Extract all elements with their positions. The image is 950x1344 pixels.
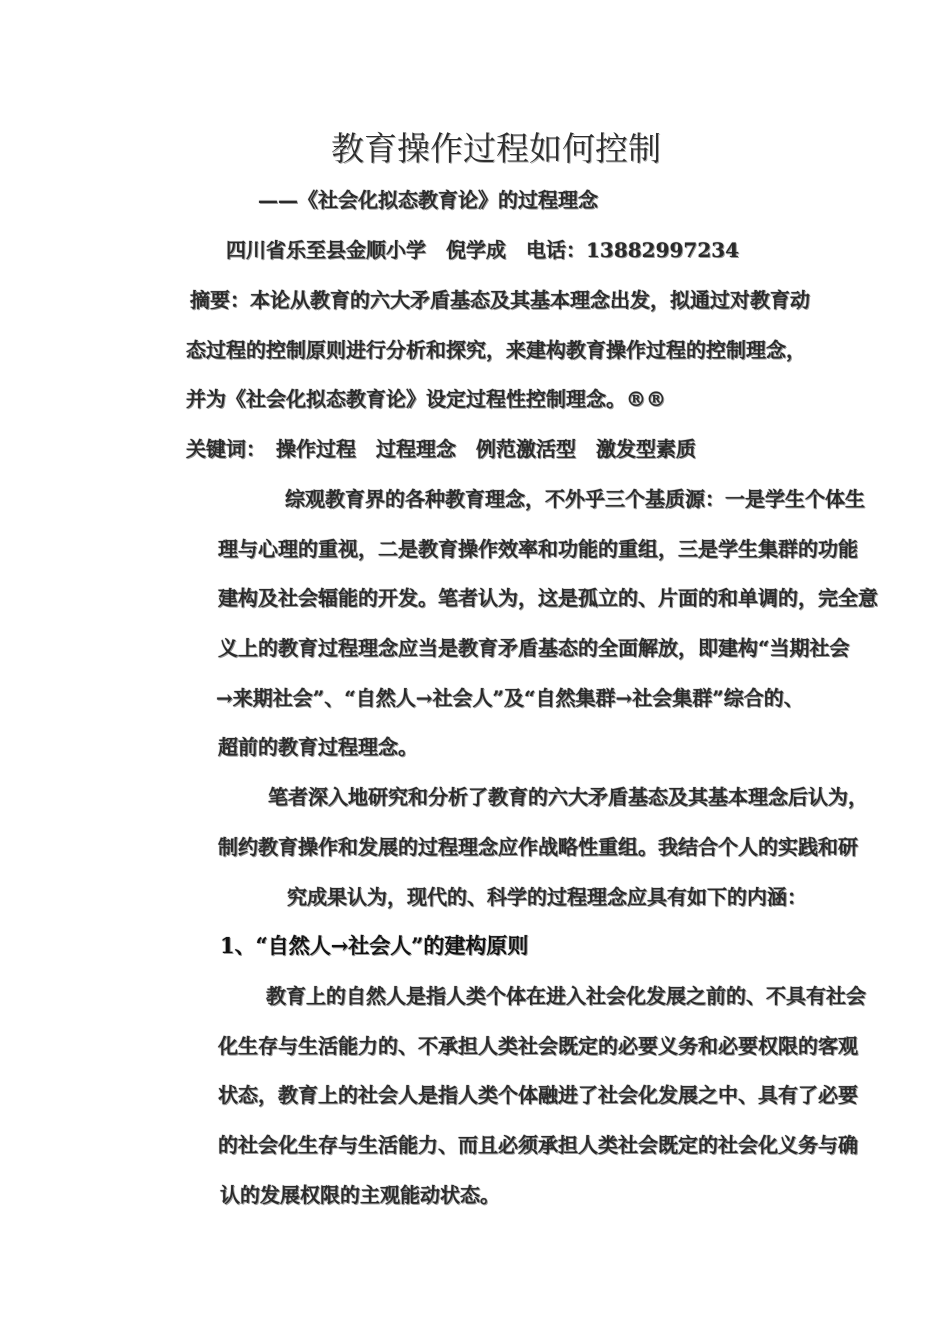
keywords-line: 关键词： 操作过程 过程理念 例范激活型 激发型素质 (186, 437, 696, 461)
abstract-line: 态过程的控制原则进行分析和探究，来建构教育操作过程的控制理念， (186, 338, 806, 362)
paragraph-line: 认的发展权限的主观能动状态。 (220, 1183, 500, 1207)
paragraph-line: 状态，教育上的社会人是指人类个体融进了社会化发展之中、具有了必要 (218, 1083, 858, 1107)
paragraph-line: 综观教育界的各种教育理念，不外乎三个基质源：一是学生个体生 (285, 487, 865, 511)
paragraph-line: 建构及社会辐能的开发。笔者认为，这是孤立的、片面的和单调的，完全意 (218, 586, 878, 610)
abstract-line: 摘要：本论从教育的六大矛盾基态及其基本理念出发，拟通过对教育动 (190, 288, 810, 312)
paragraph-line: 化生存与生活能力的、不承担人类社会既定的必要义务和必要权限的客观 (218, 1034, 858, 1058)
paragraph-line: 究成果认为，现代的、科学的过程理念应具有如下的内涵： (287, 885, 807, 909)
paragraph-line: 理与心理的重视，二是教育操作效率和功能的重组，三是学生集群的功能 (218, 537, 858, 561)
abstract-line: 并为《社会化拟态教育论》设定过程性控制理念。®® (186, 387, 666, 411)
document-title: 教育操作过程如何控制 (331, 129, 661, 168)
author-line: 四川省乐至县金顺小学 倪学成 电话：13882997234 (226, 238, 740, 262)
paragraph-line: 制约教育操作和发展的过程理念应作战略性重组。我结合个人的实践和研 (218, 835, 858, 859)
paragraph-line: 超前的教育过程理念。 (218, 735, 418, 759)
paragraph-line: 笔者深入地研究和分析了教育的六大矛盾基态及其基本理念后认为， (268, 785, 868, 809)
paragraph-line: →来期社会”、“自然人→社会人”及“自然集群→社会集群”综合的、 (216, 686, 804, 710)
paragraph-line: 的社会化生存与生活能力、而且必须承担人类社会既定的社会化义务与确 (218, 1133, 858, 1157)
document-subtitle: ——《社会化拟态教育论》的过程理念 (258, 188, 598, 212)
paragraph-line: 义上的教育过程理念应当是教育矛盾基态的全面解放，即建构“当期社会 (218, 636, 850, 660)
section-heading: 1、“自然人→社会人”的建构原则 (220, 933, 529, 958)
paragraph-line: 教育上的自然人是指人类个体在进入社会化发展之前的、不具有社会 (266, 984, 866, 1008)
